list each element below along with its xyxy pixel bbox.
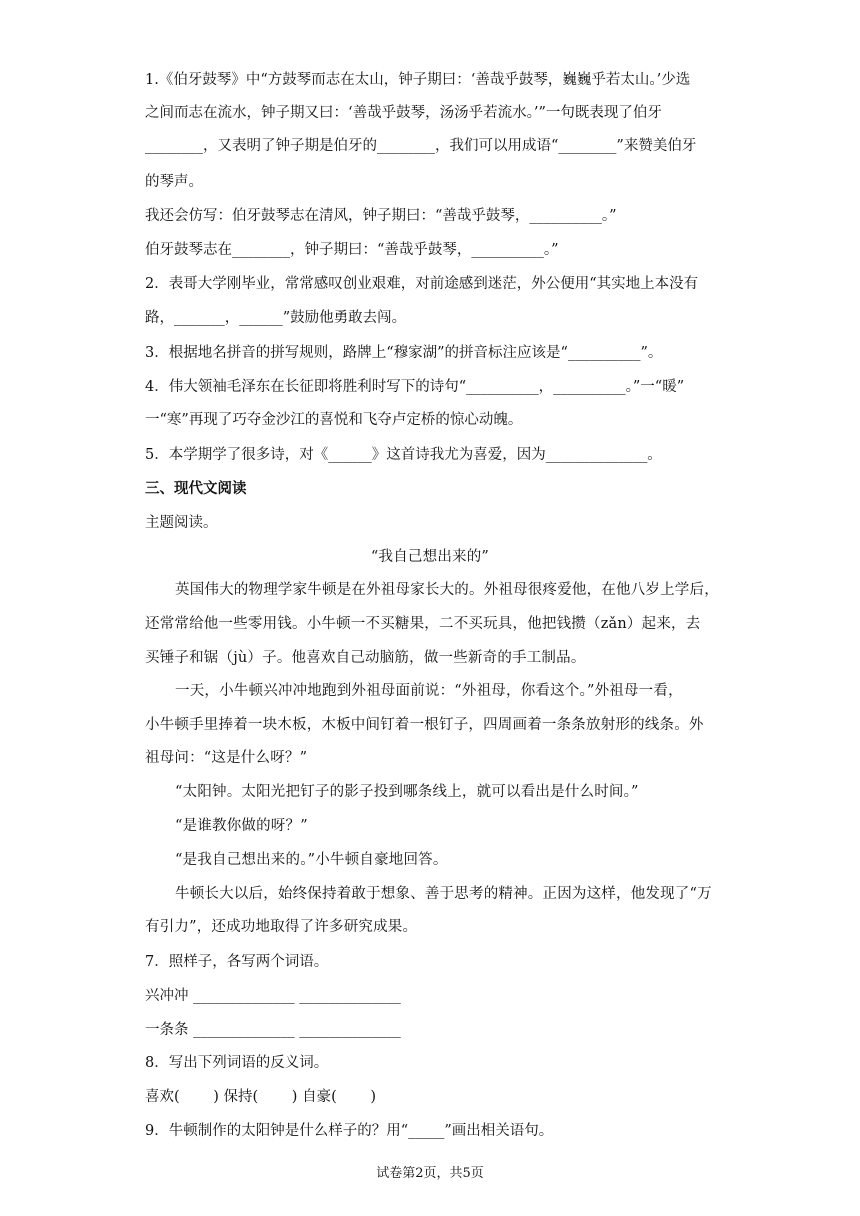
story-p2-line1: 一天，小牛顿兴冲冲地跑到外祖母面前说：“外祖母，你看这个。”外祖母一看， [175, 683, 683, 699]
q9-text: 9．牛顿制作的太阳钟是什么样子的？用“_____”画出相关语句。 [145, 1123, 554, 1139]
q2-line1: 2．表哥大学刚毕业，常常感叹创业艰难，对前途感到迷茫，外公便用“其实地上本没有 [145, 276, 699, 292]
q1-line5: 我还会仿写：伯牙鼓琴志在清风，钟子期曰：“善哉乎鼓琴，__________。” [145, 208, 617, 224]
q4-line1: 4．伟大领袖毛泽东在长征即将胜利时写下的诗句“__________，__________。”一“暖” [145, 379, 685, 395]
story-title: “我自己想出来的” [370, 549, 490, 565]
page-footer: 试卷第2页，共5页 [376, 1166, 484, 1181]
story-p1-line3: 买锤子和锯（jù）子。他喜欢自己动脑筋，做一些新奇的手工制品。 [145, 650, 586, 666]
q7-row2: 一条条 ______________ ______________ [145, 1022, 401, 1038]
section-title: 三、现代文阅读 [145, 480, 247, 497]
story-p6-line1: 牛顿长大以后，始终保持着敢于想象、善于思考的精神。正因为这样，他发现了“万 [175, 886, 712, 902]
theme-label: 主题阅读。 [145, 515, 218, 531]
q2-line2: 路，_______，______”鼓励他勇敢去闯。 [145, 310, 407, 326]
q8-row: 喜欢( ) 保持( ) 自豪( ) [145, 1089, 376, 1105]
story-p2-line2: 小牛顿手里捧着一块木板，木板中间钉着一根钉子，四周画着一条条放射形的线条。外 [145, 717, 704, 733]
q7-prompt: 7．照样子，各写两个词语。 [145, 954, 329, 970]
q3-text: 3．根据地名拼音的拼写规则，路牌上“穆家湖”的拼音标注应该是“__________”。 [145, 345, 663, 361]
q1-line3: ________，又表明了钟子期是伯牙的________，我们可以用成语“________”来赞美伯牙 [145, 138, 697, 154]
q1-line1: 1.《伯牙鼓琴》中“方鼓琴而志在太山，钟子期曰：‘善哉乎鼓琴，巍巍乎若太山。’少选 [145, 72, 691, 88]
story-p5: “是我自己想出来的。”小牛顿自豪地回答。 [175, 852, 448, 868]
story-p4: “是谁教你做的呀？” [175, 818, 308, 834]
story-p6-line2: 有引力”，还成功地取得了许多研究成果。 [145, 919, 418, 935]
q1-line6: 伯牙鼓琴志在________，钟子期曰：“善哉乎鼓琴，__________。” [145, 242, 559, 258]
q1-line2: 之间而志在流水，钟子期又曰：‘善哉乎鼓琴，汤汤乎若流水。’”一句既表现了伯牙 [145, 105, 662, 121]
q5-text: 5．本学期学了很多诗，对《______》这首诗我尤为喜爱，因为______________。 [145, 447, 662, 463]
q1-line4: 的琴声。 [145, 174, 203, 190]
story-p3: “太阳钟。太阳光把钉子的影子投到哪条线上，就可以看出是什么时间。” [175, 784, 639, 800]
q8-prompt: 8．写出下列词语的反义词。 [145, 1055, 329, 1071]
q4-line2: 一“寒”再现了巧夺金沙江的喜悦和飞夺卢定桥的惊心动魄。 [145, 412, 523, 428]
story-p1-line1: 英国伟大的物理学家牛顿是在外祖母家长大的。外祖母很疼爱他，在他八岁上学后， [175, 582, 719, 598]
story-p2-line3: 祖母问：“这是什么呀？” [145, 750, 308, 766]
q7-row1: 兴冲冲 ______________ ______________ [145, 988, 401, 1004]
story-p1-line2: 还常常给他一些零用钱。小牛顿一不买糖果，二不买玩具，他把钱攒（zǎn）起来，去 [145, 616, 701, 632]
